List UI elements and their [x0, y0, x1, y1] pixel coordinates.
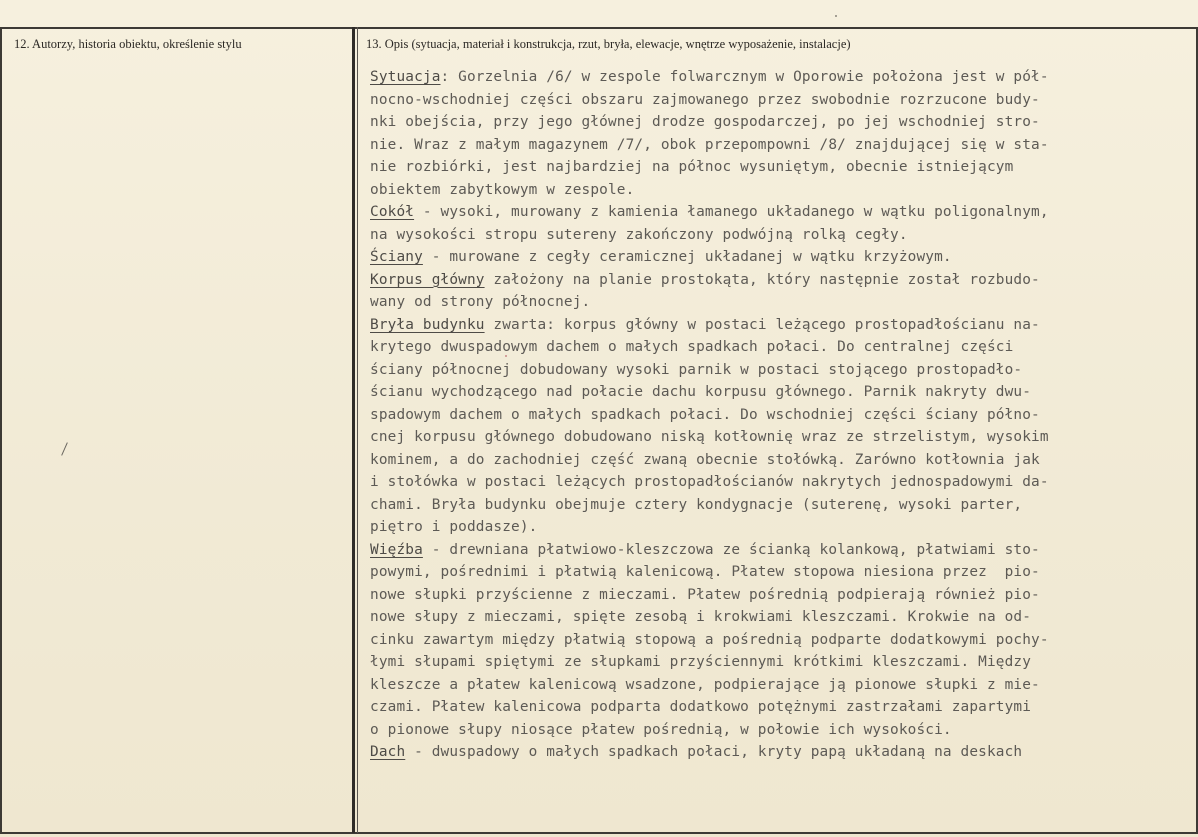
line-text: cinku zawartym między płatwią stopową a pośrednią podparte dodatkowymi pochy-: [370, 631, 1049, 648]
line-text: obiektem zabytkowym w zespole.: [370, 181, 635, 198]
line-text: nowe słupy z mieczami, spięte zesobą i krokwiami kleszczami. Krokwie na od-: [370, 609, 1032, 625]
line-text: kleszcze a płatew kalenicową wsadzone, podpierające ją pionowe słupki z mie-: [370, 676, 1040, 693]
text-line: [370, 719, 1160, 742]
text-line: [370, 674, 1160, 697]
text-line: [370, 89, 1160, 112]
line-text: powymi, pośrednimi i płatwią kalenicową. Płatew stopowa niesiona przez pio-: [370, 564, 1040, 580]
paper-speck: [835, 15, 837, 17]
pen-mark: [61, 442, 68, 455]
frame-bottom-rule: [0, 832, 1198, 834]
line-text: łymi słupami spiętymi ze słupkami przyściennymi krótkimi kleszczami. Między: [370, 654, 1032, 670]
text-line: [370, 404, 1160, 427]
text-line: [370, 494, 1160, 517]
text-line: [370, 584, 1160, 607]
line-text: piętro i poddasze).: [370, 519, 538, 535]
text-line: [370, 449, 1160, 472]
line-text: - dwuspadowy o małych spadkach połaci, kryty papą układaną na deskach: [405, 744, 1023, 760]
text-line: [370, 156, 1160, 179]
text-line: [370, 741, 1160, 764]
line-text: kominem, a do zachodniej część zwaną obecnie stołówką. Zarówno kotłownia jak: [370, 451, 1040, 468]
line-text: i stołówka w postaci leżących prostopadłościanów nakrytych jednospadowymi da-: [370, 474, 1049, 490]
text-line: [370, 471, 1160, 494]
section-keyword: Ściany: [370, 249, 423, 265]
line-text: ściany północnej dobudowany wysoki parnik w postaci stojącego prostopadło-: [370, 361, 1023, 378]
text-line: [370, 336, 1160, 359]
section-13-heading: 13. Opis (sytuacja, materiał i konstrukcja, rzut, bryła, elewacje, wnętrze wyposażenie, instalacje): [366, 37, 851, 51]
line-text: cnej korpusu głównego dobudowano niską kotłownię wraz ze strzelistym, wysokim: [370, 429, 1049, 445]
frame-top-rule: [0, 27, 1198, 29]
description-text: [370, 66, 1160, 764]
text-line: [370, 134, 1160, 157]
line-text: krytego dwuspadowym dachem o małych spadkach połaci. Do centralnej części: [370, 339, 1014, 355]
line-text: czami. Płatew kalenicowa podparta dodatkowo potężnymi zastrzałami zapartymi: [370, 699, 1032, 715]
text-line: [370, 179, 1160, 202]
line-text: spadowym dachem o małych spadkach połaci. Do wschodniej części ściany półno-: [370, 406, 1040, 423]
line-text: wany od strony północnej.: [370, 294, 591, 310]
section-keyword: Cokół: [370, 204, 415, 220]
section-keyword: Więźba: [370, 541, 423, 558]
line-text: zwarta: korpus główny w postaci leżącego prostopadłościanu na-: [484, 316, 1040, 333]
text-line: [370, 696, 1160, 719]
section-keyword: Korpus główny: [370, 271, 485, 288]
line-text: nie rozbiórki, jest najbardziej na północ wysuniętym, obecnie istniejącym: [370, 159, 1014, 175]
section-keyword: Dach: [370, 744, 406, 760]
column-divider-inner: [357, 27, 358, 833]
text-line: [370, 269, 1160, 292]
text-line: [370, 606, 1160, 629]
line-text: : Gorzelnia /6/ w zespole folwarcznym w Oporowie położona jest w pół-: [440, 69, 1049, 85]
text-line: [370, 651, 1160, 674]
text-line: [370, 314, 1160, 337]
line-text: nie. Wraz z małym magazynem /7/, obok przepompowni /8/ znajdującej się w sta-: [370, 136, 1049, 153]
line-text: - murowane z cegły ceramicznej układanej w wątku krzyżowym.: [422, 249, 952, 265]
line-text: ścianu wychodzącego nad połacie dachu korpusu głównego. Parnik nakryty dwu-: [370, 384, 1032, 400]
frame-left-rule: [0, 27, 2, 833]
line-text: nki obejścia, przy jego głównej drodze gospodarczej, po jej wschodniej stro-: [370, 114, 1040, 130]
line-text: nowe słupki przyścienne z mieczami. Płatew pośrednią podpierają również pio-: [370, 586, 1040, 603]
text-line: [370, 66, 1160, 89]
text-line: [370, 359, 1160, 382]
text-line: [370, 381, 1160, 404]
line-text: nocno-wschodniej części obszaru zajmowanego przez swobodnie rozrzucone budy-: [370, 91, 1040, 108]
section-keyword: Sytuacja: [370, 69, 441, 85]
text-line: [370, 291, 1160, 314]
line-text: o pionowe słupy niosące płatew pośrednią, w połowie ich wysokości.: [370, 721, 952, 738]
text-line: [370, 539, 1160, 562]
text-line: [370, 561, 1160, 584]
text-line: [370, 111, 1160, 134]
line-text: chami. Bryła budynku obejmuje cztery kondygnacje (suterenę, wysoki parter,: [370, 496, 1023, 513]
line-text: na wysokości stropu sutereny zakończony podwójną rolką cegły.: [370, 226, 908, 243]
text-line: [370, 629, 1160, 652]
text-line: [370, 516, 1160, 539]
text-line: [370, 201, 1160, 224]
section-keyword: Bryła budynku: [370, 316, 485, 333]
line-text: - wysoki, murowany z kamienia łamanego układanego w wątku poligonalnym,: [414, 204, 1049, 220]
text-line: [370, 246, 1160, 269]
line-text: - drewniana płatwiowo-kleszczowa ze ścianką kolankową, płatwiami sto-: [422, 541, 1040, 558]
line-text: założony na planie prostokąta, który następnie został rozbudo-: [484, 271, 1040, 288]
paper-speck: [505, 355, 507, 357]
column-divider: [352, 27, 355, 833]
text-line: [370, 224, 1160, 247]
section-12-heading: 12. Autorzy, historia obiektu, określenie stylu: [14, 37, 242, 51]
text-line: [370, 426, 1160, 449]
